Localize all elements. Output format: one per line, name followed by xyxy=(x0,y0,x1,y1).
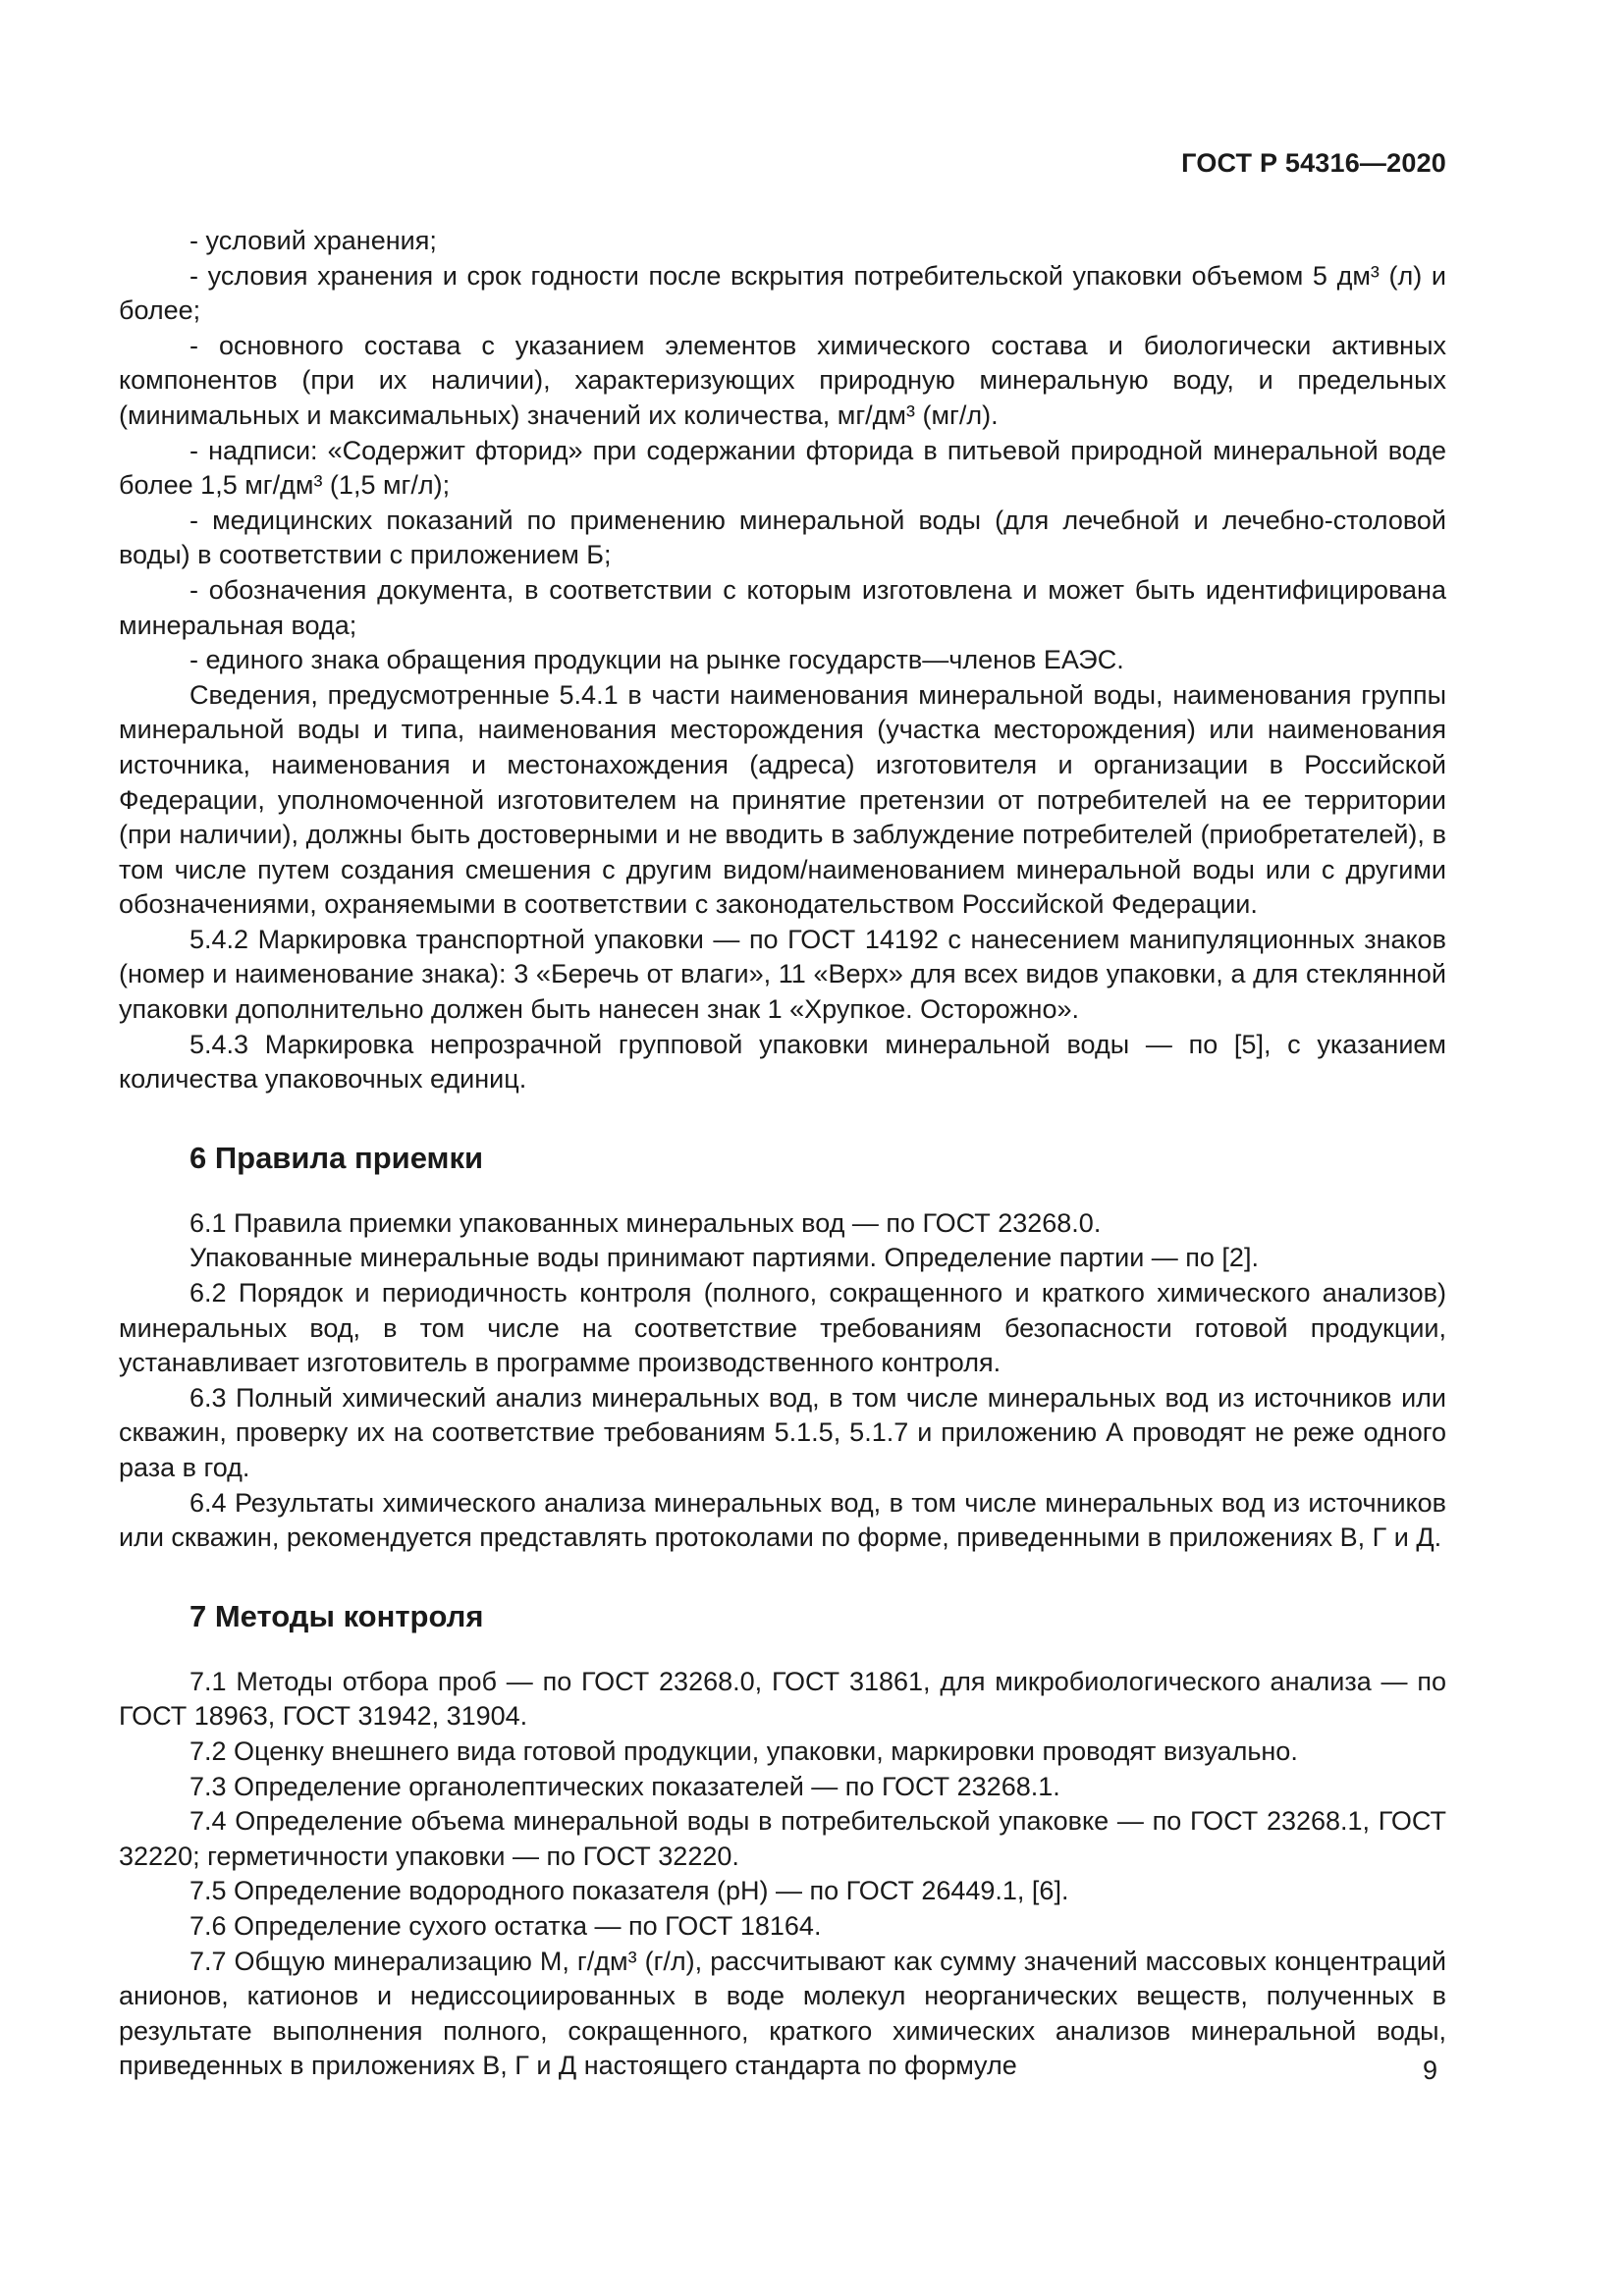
paragraph: Упакованные минеральные воды принимают партиями. Определение партии — по [2]. xyxy=(189,1243,1259,1273)
paragraph: - основного состава с указанием элементов химического состава и биологически активных компонентов (при их наличии), характеризующих природную минеральную воду, и предельных (минимальных и максимальных) значений их количества, мг/дм³ (мг/л). xyxy=(119,330,1446,430)
page-number: 9 xyxy=(1422,2056,1437,2085)
paragraph: Сведения, предусмотренные 5.4.1 в части наименования минеральной воды, наименования группы минеральной воды и типа, наименования месторождения (участка месторождения) или наименования источника, наименования и местонахождения (адреса) изготовителя и организации в Российской Федерации, уполномоченной изготовителем на принятие претензии от потребителей на ее территории (при наличии), должны быть достоверными и не вводить в заблуждение потребителей (приобретателей), в том числе путем создания смешения с другим видом/наименованием минеральной воды или с другими обозначениями, охраняемыми в соответствии с законодательством Российской Федерации. xyxy=(119,679,1446,920)
paragraph: - надписи: «Содержит фторид» при содержании фторида в питьевой природной минеральной воде более 1,5 мг/дм³ (1,5 мг/л); xyxy=(119,435,1446,501)
paragraph: 7.1 Методы отбора проб — по ГОСТ 23268.0, ГОСТ 31861, для микробиологического анализа — по ГОСТ 18963, ГОСТ 31942, 31904. xyxy=(119,1666,1446,1732)
paragraph: - обозначения документа, в соответствии с которым изготовлена и может быть идентифицирована минеральная вода; xyxy=(119,574,1446,640)
paragraph: 6.1 Правила приемки упакованных минеральных вод — по ГОСТ 23268.0. xyxy=(189,1207,1102,1238)
paragraph: - условий хранения; xyxy=(189,226,437,255)
paragraph: 5.4.2 Маркировка транспортной упаковки — по ГОСТ 14192 с нанесением манипуляционных знаков (номер и наименование знака): 3 «Беречь от влаги», 11 «Верх» для всех видов упаковки, а для стеклянной упаковки дополнительно должен быть нанесен знак 1 «Хрупкое. Осторожно». xyxy=(119,924,1446,1025)
paragraph: 7.4 Определение объема минеральной воды в потребительской упаковке — по ГОСТ 23268.1, ГОСТ 32220; герметичности упаковки — по ГОСТ 32220. xyxy=(119,1806,1446,1871)
paragraph: 6.3 Полный химический анализ минеральных вод, в том числе минеральных вод из источников или скважин, проверку их на соответствие требованиям 5.1.5, 5.1.7 и приложению А проводят не реже одного раза в год. xyxy=(119,1382,1446,1482)
document-header: ГОСТ Р 54316—2020 xyxy=(1181,148,1446,178)
section-heading-7: 7 Методы контроля xyxy=(189,1598,484,1633)
paragraph: 7.5 Определение водородного показателя (рН) — по ГОСТ 26449.1, [6]. xyxy=(189,1876,1069,1906)
paragraph: - медицинских показаний по применению минеральной воды (для лечебной и лечебно-столовой воды) в соответствии с приложением Б; xyxy=(119,505,1446,570)
paragraph: 6.2 Порядок и периодичность контроля (полного, сокращенного и краткого химического анализов) минеральных вод, в том числе на соответствие требованиям безопасности готовой продукции, устанавливает изготовитель в программе производственного контроля. xyxy=(119,1278,1446,1378)
document-body xyxy=(119,224,1446,2084)
paragraph: - условия хранения и срок годности после вскрытия потребительской упаковки объемом 5 дм³ (л) и более; xyxy=(119,260,1446,326)
paragraph: 7.6 Определение сухого остатка — по ГОСТ 18164. xyxy=(189,1910,822,1941)
paragraph: 5.4.3 Маркировка непрозрачной групповой упаковки минеральной воды — по [5], с указанием количества упаковочных единиц. xyxy=(119,1029,1446,1095)
paragraph: 6.4 Результаты химического анализа минеральных вод, в том числе минеральных вод из источников или скважин, рекомендуется представлять протоколами по форме, приведенными в приложениях В, Г и Д. xyxy=(119,1487,1446,1553)
paragraph: 7.3 Определение органолептических показателей — по ГОСТ 23268.1. xyxy=(189,1771,1060,1801)
section-heading-6: 6 Правила приемки xyxy=(189,1140,484,1175)
paragraph: 7.7 Общую минерализацию М, г/дм³ (г/л), рассчитывают как сумму значений массовых концентраций анионов, катионов и недиссоциированных в воде молекул неорганических веществ, полученных в результате выполнения полного, сокращенного, краткого химических анализов минеральной воды, приведенных в приложениях В, Г и Д настоящего стандарта по формуле xyxy=(119,1946,1446,2081)
paragraph: - единого знака обращения продукции на рынке государств—членов ЕАЭС. xyxy=(189,645,1124,675)
paragraph: 7.2 Оценку внешнего вида готовой продукции, упаковки, маркировки проводят визуально. xyxy=(189,1735,1298,1766)
